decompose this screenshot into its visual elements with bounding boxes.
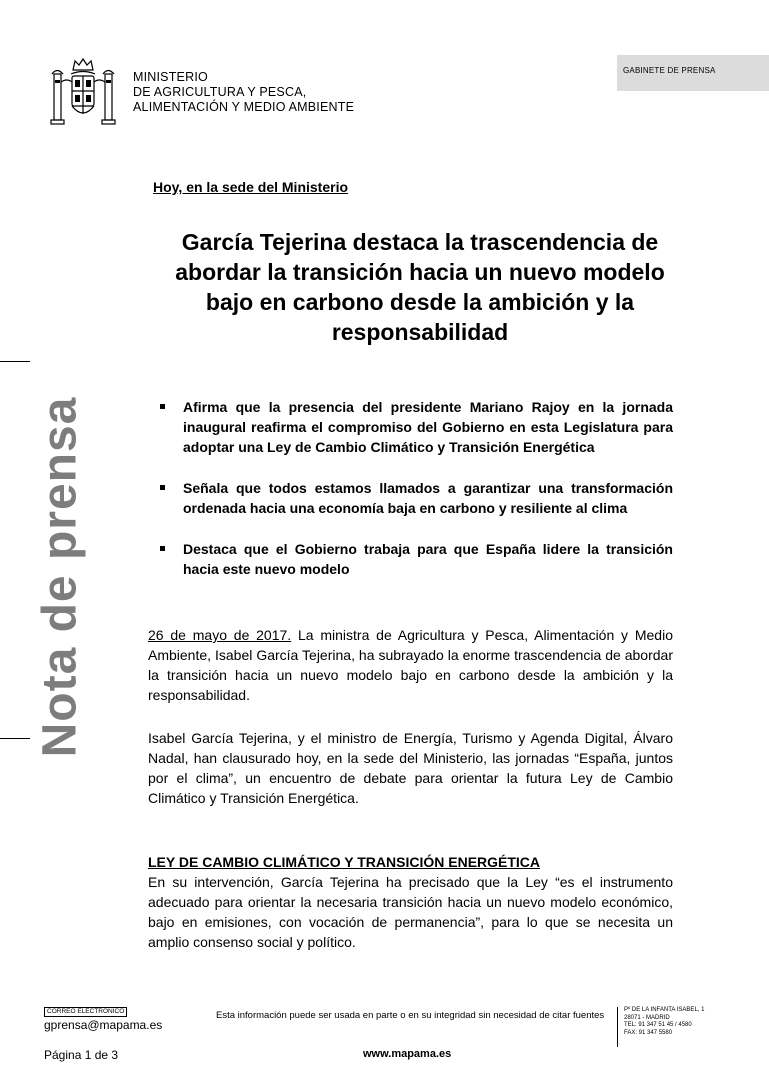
side-label-text: Nota de prensa (33, 396, 87, 758)
ministry-name (133, 70, 354, 115)
section-heading: LEY DE CAMBIO CLIMÁTICO Y TRANSICIÓN ENERGÉTICA (148, 854, 541, 870)
address-line: FAX: 91 347 5580 (624, 1029, 673, 1036)
headline: García Tejerina destaca la trascendencia de abordar la transición hacia un nuevo modelo bajo en carbono desde la ambición y la responsabilidad (175, 229, 665, 345)
body-paragraph-3: En su intervención, García Tejerina ha precisado que la Ley “es el instrumento adecuado para orientar la necesaria transición hacia un nuevo modelo económico, bajo en emisiones, con vocación de permanencia”, para lo que se necesita un amplio consenso social y político. (148, 874, 673, 950)
highlight-item: Señala que todos estamos llamados a garantizar una transformación ordenada hacia una economía baja en carbono y resiliente al clima (160, 478, 673, 518)
postal-address (617, 1007, 704, 1047)
body-section (148, 852, 673, 952)
body-paragraph-2: Isabel García Tejerina, y el ministro de Energía, Turismo y Agenda Digital, Álvaro Nadal, han clausurado hoy, en la sede del Ministerio, las jornadas “España, juntos por el clima”, un encuentro de debate para orientar la futura Ley de Cambio Climático y Transición Energética. (148, 730, 673, 806)
press-release-side-label (30, 392, 90, 762)
page-number: Página 1 de 3 (44, 1048, 119, 1062)
press-office-label: GABINETE DE PRENSA (623, 66, 716, 75)
address-line: 28071 - MADRID (624, 1014, 670, 1021)
margin-rule-top (0, 361, 30, 362)
address-line: TEL: 91 347 51 45 / 4580 (624, 1022, 692, 1028)
ministry-line: DE AGRICULTURA Y PESCA, (133, 85, 307, 99)
press-office-banner (617, 55, 769, 91)
website-link[interactable]: www.mapama.es (363, 1048, 452, 1060)
ministry-line: ALIMENTACIÓN Y MEDIO AMBIENTE (133, 100, 355, 114)
email-label: CORREO ELECTRÓNICO (44, 1007, 127, 1017)
highlight-item: Afirma que la presencia del presidente Mariano Rajoy en la jornada inaugural reafirma el compromiso del Gobierno en esta Legislatura para adoptar una Ley de Cambio Climático y Transición Energética (160, 397, 673, 457)
highlight-item: Destaca que el Gobierno trabaja para que España lidere la transición hacia este nuevo modelo (160, 539, 673, 579)
margin-rule-bottom (0, 738, 30, 739)
paragraph-1-text: La ministra de Agricultura y Pesca, Alimentación y Medio Ambiente, Isabel García Tejerina, ha subrayado la enorme trascendencia de abordar la transición hacia un nuevo modelo bajo en carbono desde la ambición y la responsabilidad. (148, 627, 673, 703)
coat-of-arms-icon (46, 56, 120, 130)
ministry-line: MINISTERIO (133, 70, 208, 84)
highlights-list (160, 397, 673, 600)
kicker: Hoy, en la sede del Ministerio (153, 179, 349, 195)
address-line: Pº DE LA INFANTA ISABEL, 1 (624, 1007, 705, 1013)
email-link[interactable]: gprensa@mapama.es (44, 1018, 163, 1032)
release-date: 26 de mayo de 2017. (148, 627, 292, 643)
usage-notice: Esta información puede ser usada en parte o en su integridad sin necesidad de citar fuentes (216, 1010, 605, 1021)
body-paragraph-1 (148, 625, 673, 705)
